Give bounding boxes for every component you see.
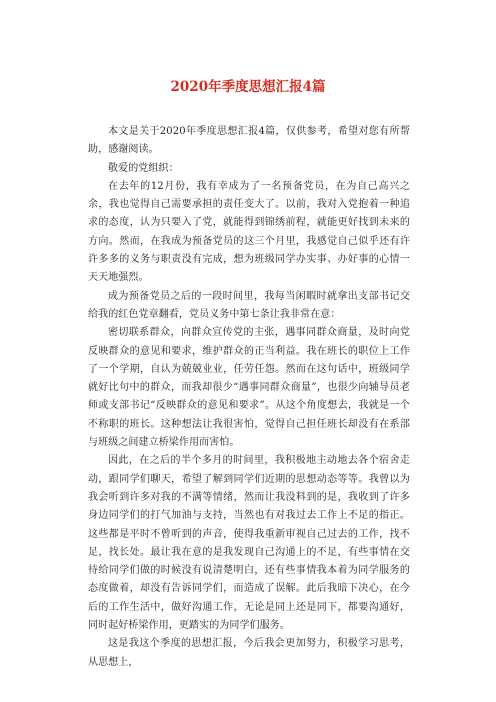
paragraph: 因此，在之后的半个多月的时间里，我积极地主动地去各个宿舍走动，跟同学们聊天，希望了解到同学们近期的思想动态等等。我曾以为我会听到许多对我的不满等情绪，然而让我没料到的是，我收到了许多身边同学们的打气加油与支持，当然也有对我过去工作上不足的指正。这些都是平时不曾听到的声音，使得我重新审视自己过去的工作，找不足，找长处。最让我在意的是我发现自己沟通上的不足，有些事情在交待给同学们做的时候没有说清楚明白，还有些事情我本着为同学服务的态度做着，却没有告诉同学们，而造成了误解。此后我暗下决心，在今后的工作生活中，做好沟通工作，无论是同上还是同下，都要沟通好，同时起好桥梁作用，更踏实的为同学们服务。 — [88, 455, 410, 632]
paragraph: 密切联系群众，向群众宣传党的主张，遇事同群众商量，及时向党反映群众的意见和要求，维护群众的正当利益。我在班长的职位上工作了一个学期，自认为兢兢业业，任劳任怨。然而在这句话中，班级同学就好比句中的群众，而我却很少“遇事同群众商量”，也很少向辅导员老师或支部书记“反映群众的意见和要求”。从这个角度想去，我就是一个不称职的班长。这种想法让我很害怕，觉得自己担任班长却没有在系部与班级之间建立桥梁作用而害怕。 — [88, 327, 410, 449]
paragraph-intro: 本文是关于2020年季度思想汇报4篇，仅供参考，希望对您有所帮助，感谢阅读。 — [88, 126, 410, 156]
paragraph: 成为预备党员之后的一段时间里，我每当闲暇时就拿出支部书记交给我的红色党章翻看，党员义务中第七条让我非常在意： — [88, 290, 410, 320]
document-body — [88, 123, 410, 672]
document-title: 2020年季度思想汇报4篇 — [170, 79, 326, 95]
paragraph-salutation: 敬爱的党组织： — [108, 162, 179, 174]
paragraph: 这是我这个季度的思想汇报，今后我会更加努力，积极学习思考，从思想上， — [88, 638, 410, 668]
paragraph: 在去年的12月份，我有幸成为了一名预备党员，在为自己高兴之余，我也觉得自己需要承担的责任变大了。以前，我对入党抱着一种追求的态度，认为只要入了党，就能得到锦绣前程，就能更好找到未来的方向。然而，在我成为预备党员的这三个月里，我感觉自己似乎还有许许多多的义务与职责没有完成，想为班级同学办实事、办好事的心情一天天地强烈。 — [88, 180, 410, 284]
